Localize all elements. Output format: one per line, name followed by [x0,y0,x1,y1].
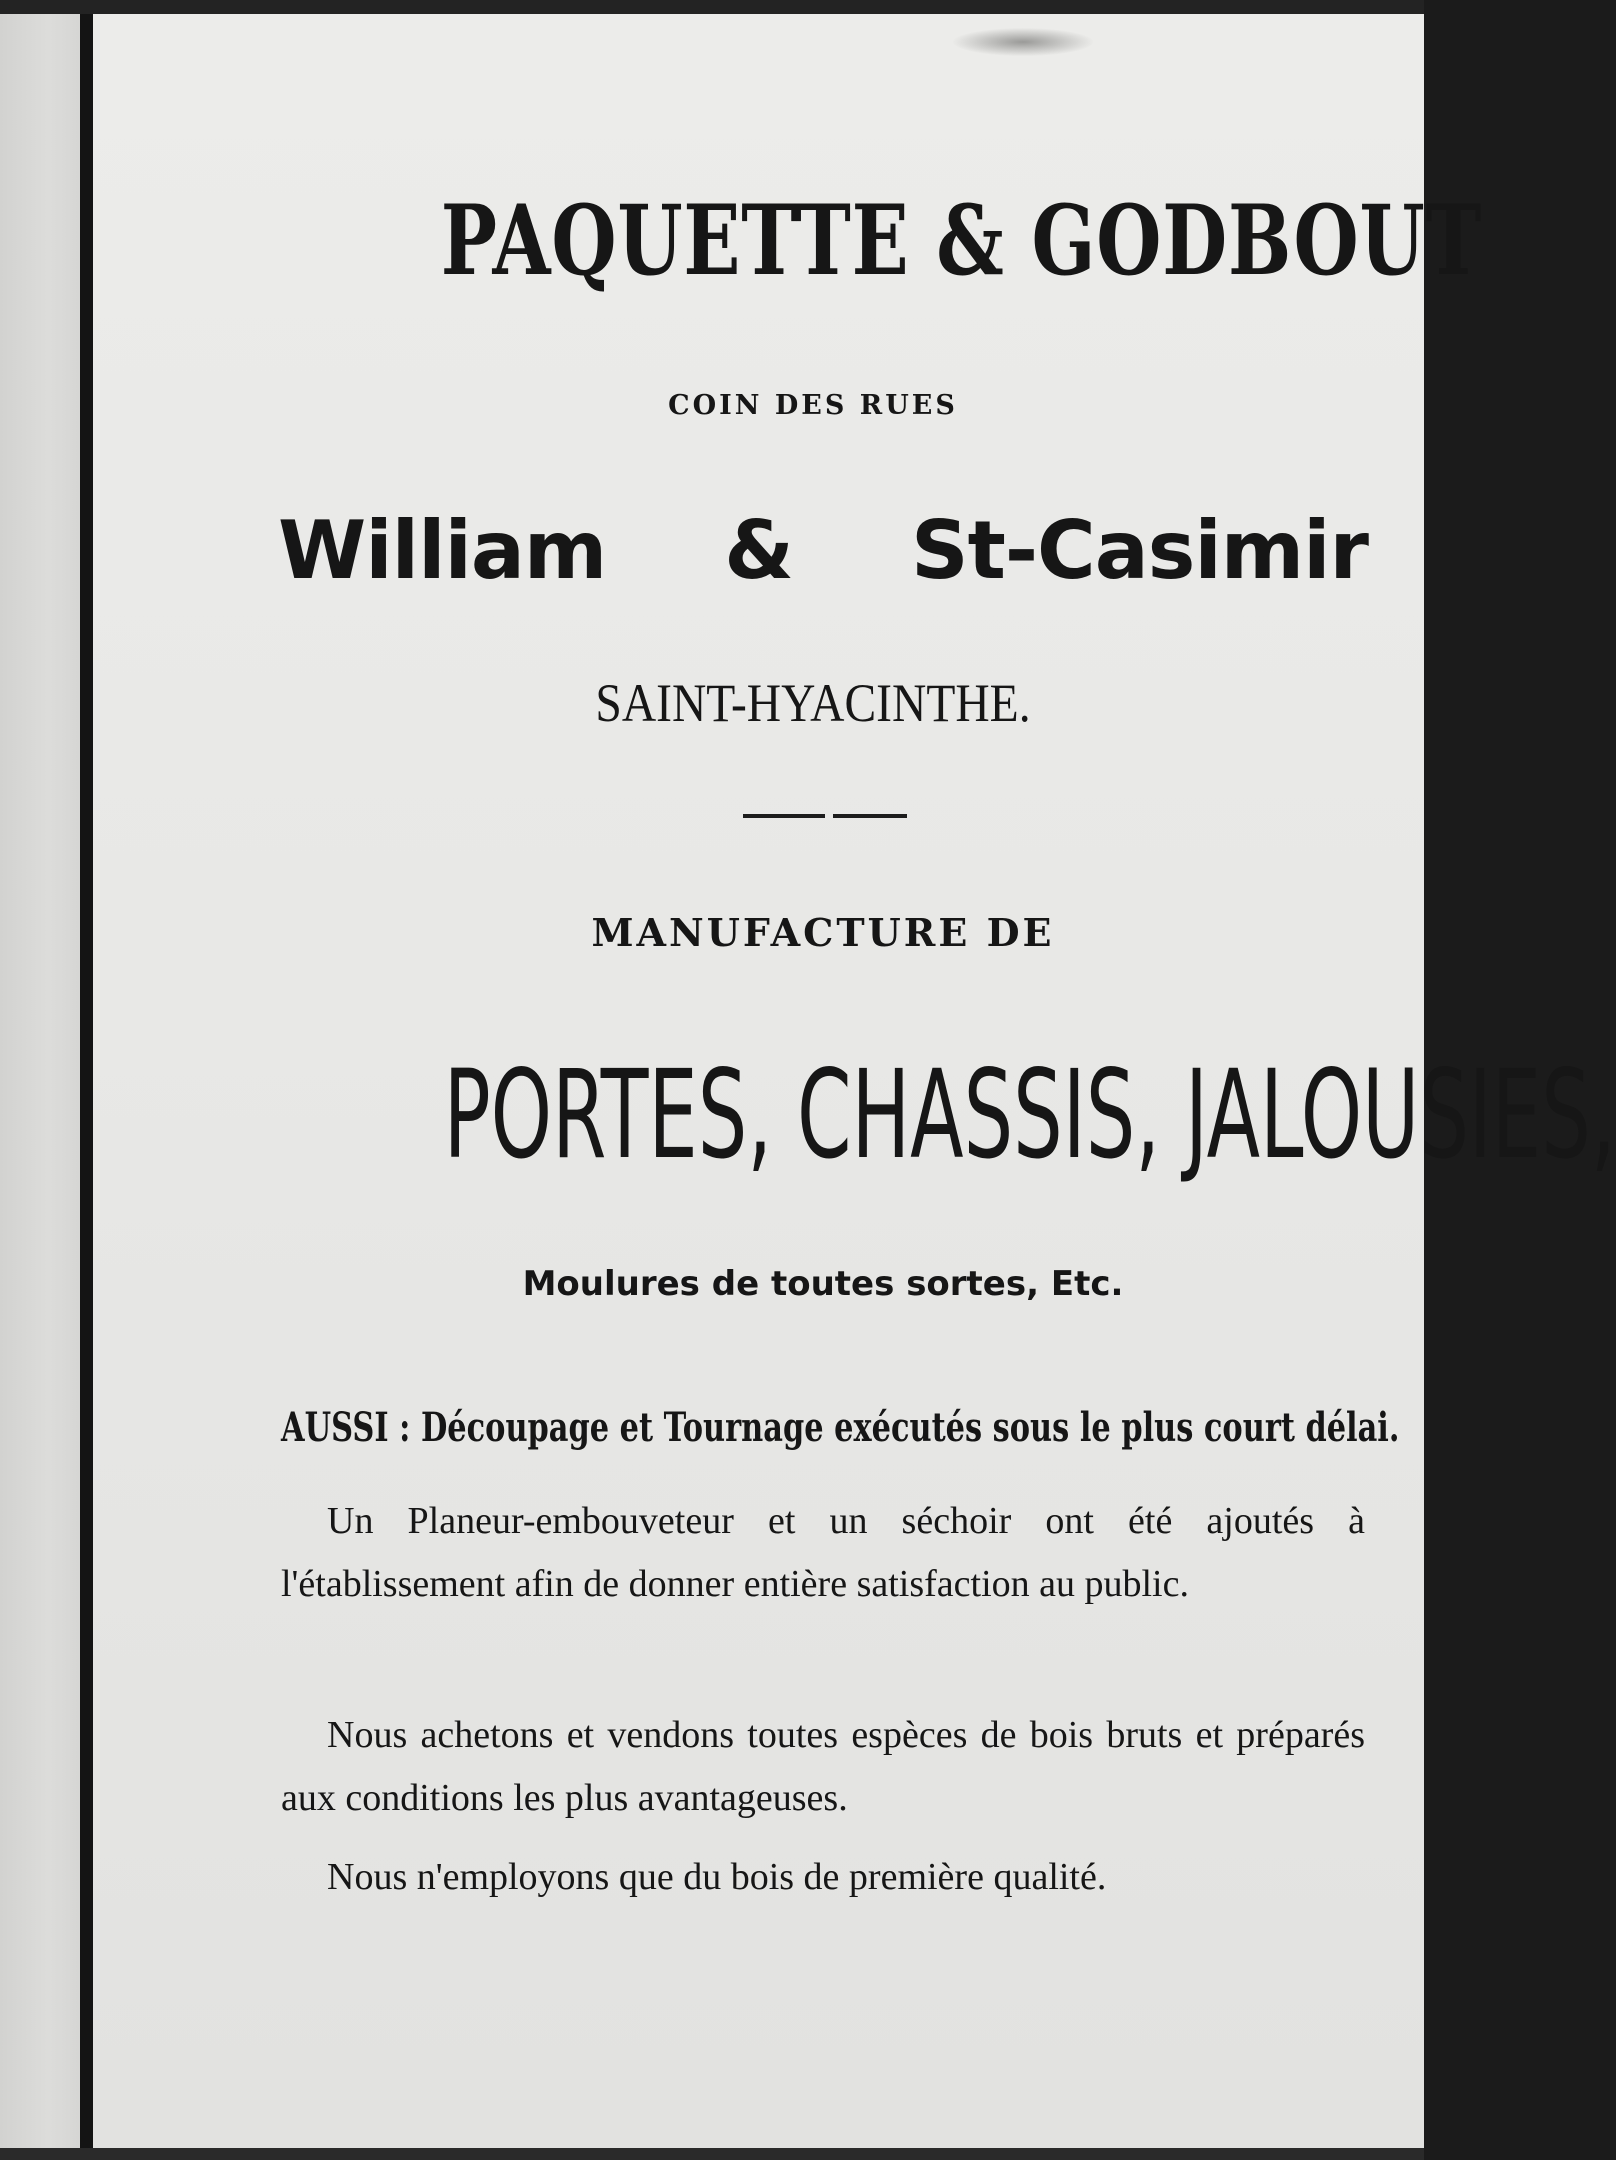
also-services-line: AUSSI : Découpage et Tournage exécutés sous le plus court délai. [281,1404,1400,1451]
scan-bottom-border [0,2148,1424,2160]
street-names [278,504,1368,597]
separator-rule-right [833,814,907,818]
paragraph-lumber-trade: Nous achetons et vendons toutes espèces de bois bruts et préparés aux conditions les plus avantageuses. [281,1714,1365,1819]
corner-label: COIN DES RUES [668,390,958,421]
street-joiner: & [724,504,793,597]
products-heading: PORTES, CHASSIS, JALOUSIES, [443,1044,1616,1186]
city-name: SAINT-HYACINTHE. [595,673,1031,733]
separator-rule-left [743,814,825,818]
facing-page-margin [0,14,80,2148]
firm-name-heading: PAQUETTE & GODBOUT [440,184,1483,297]
scan-top-border [0,0,1424,14]
street-william: William [278,504,607,597]
street-st-casimir: St-Casimir [910,504,1368,597]
paragraph-equipment: Un Planeur-embouveteur et un séchoir ont été ajoutés à l'établissement afin de donner entière satisfaction au public. [281,1500,1365,1605]
manufacture-label: MANUFACTURE DE [591,910,1055,955]
paper-smudge [953,28,1093,56]
binding-gutter-line [80,14,93,2148]
mouldings-line: Moulures de toutes sortes, Etc. [522,1264,1124,1304]
paragraph-quality: Nous n'employons que du bois de première qualité. [327,1856,1107,1898]
advertisement-page [93,14,1616,2148]
